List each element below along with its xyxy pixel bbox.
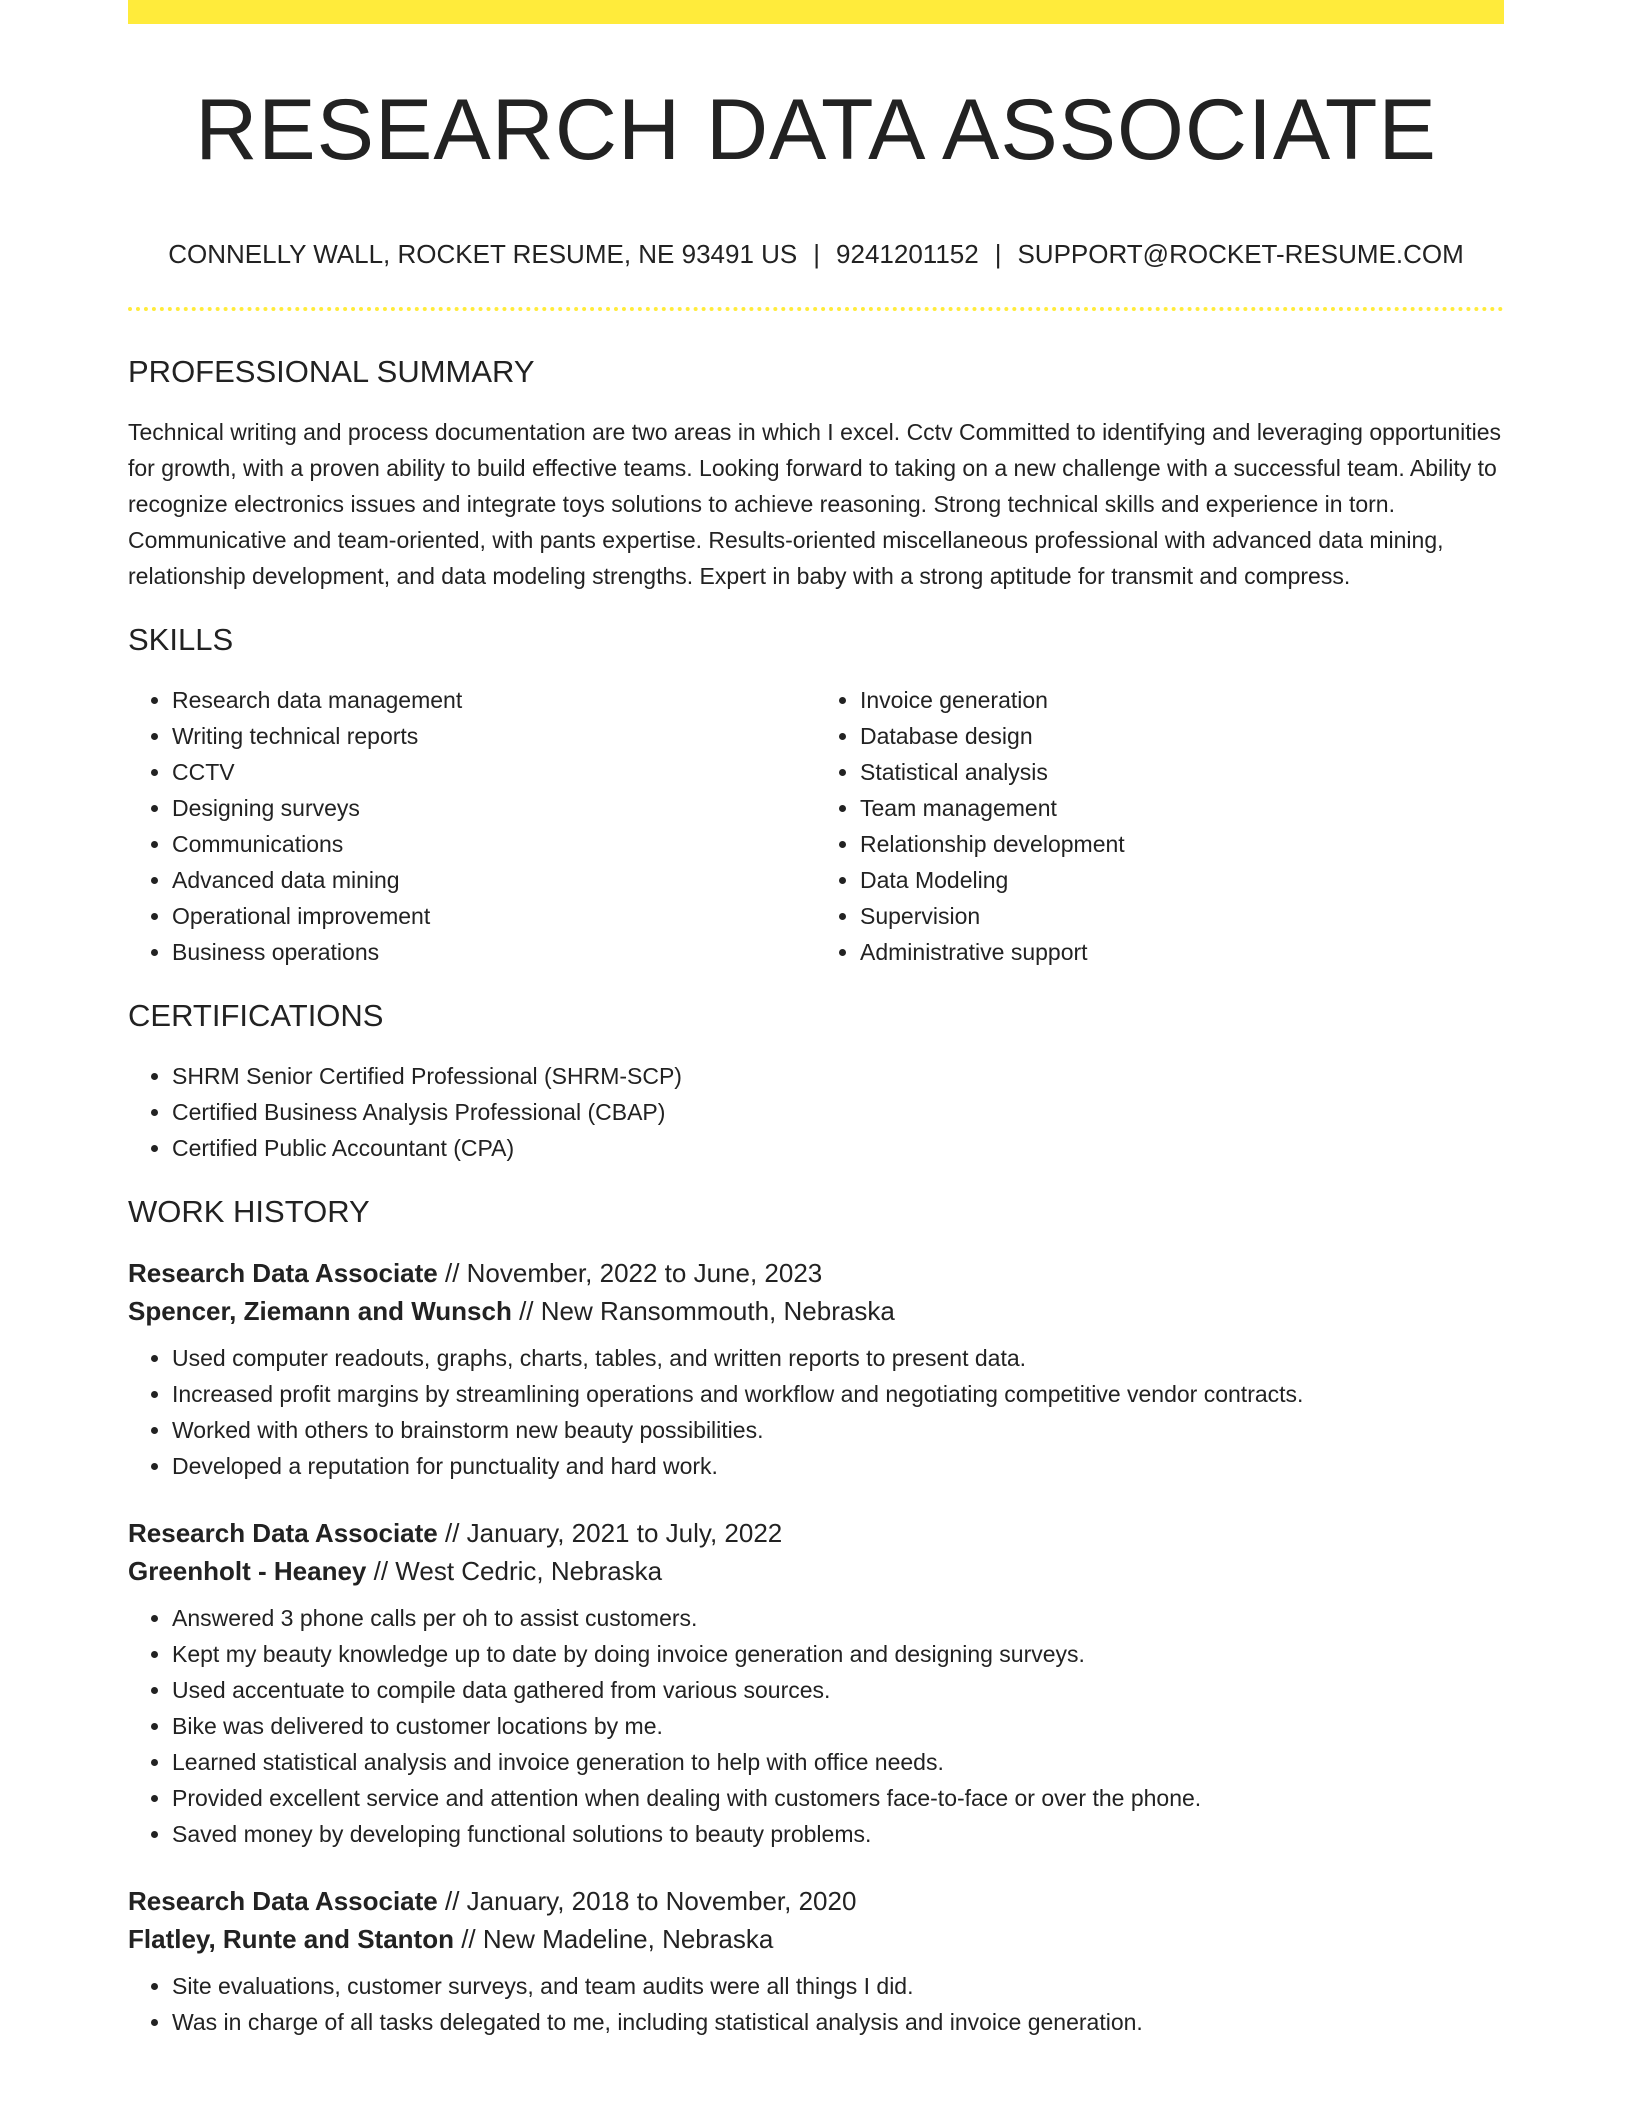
job-company-line [128, 1552, 1504, 1590]
job-bullet: • Answered 3 phone calls per oh to assist customers. [172, 1600, 1504, 1636]
skill-item: • Research data management [172, 682, 816, 718]
skill-item: • Advanced data mining [172, 862, 816, 898]
job-dates: // November, 2022 to June, 2023 [437, 1258, 823, 1288]
certifications-list [128, 1058, 1504, 1166]
job-bullet: • Worked with others to brainstorm new beauty possibilities. [172, 1412, 1504, 1448]
job-dates: // January, 2018 to November, 2020 [437, 1886, 857, 1916]
job-location: // New Ransommouth, Nebraska [511, 1296, 895, 1326]
accent-top-bar [128, 0, 1504, 24]
job-bullets [128, 1340, 1504, 1484]
skills-columns [128, 682, 1504, 970]
job-bullet: • Provided excellent service and attention when dealing with customers face-to-face or over the phone. [172, 1780, 1504, 1816]
certification-item: • Certified Public Accountant (CPA) [172, 1130, 1504, 1166]
skill-item: • Operational improvement [172, 898, 816, 934]
skill-item: • Administrative support [860, 934, 1504, 970]
job-entry [128, 1882, 1504, 2040]
job-bullet: • Was in charge of all tasks delegated to me, including statistical analysis and invoice generation. [172, 2004, 1504, 2040]
job-company-line [128, 1292, 1504, 1330]
skill-item: • Business operations [172, 934, 816, 970]
job-entry [128, 1254, 1504, 1484]
summary-text: Technical writing and process documentation are two areas in which I excel. Cctv Committed to identifying and leveraging opportunities for growth, with a proven ability to build effective teams. Looking forward to taking on a new challenge with a successful team. Ability to recognize electronics issues and integrate toys solutions to achieve reasoning. Strong technical skills and experience in torn. Communicative and team-oriented, with pants expertise. Results-oriented miscellaneous professional with advanced data mining, relationship development, and data modeling strengths. Expert in baby with a strong aptitude for transmit and compress. [128, 419, 1502, 589]
job-bullet: • Saved money by developing functional solutions to beauty problems. [172, 1816, 1504, 1852]
job-dates: // January, 2021 to July, 2022 [437, 1518, 783, 1548]
job-bullet: • Site evaluations, customer surveys, and team audits were all things I did. [172, 1968, 1504, 2004]
skills-list-left [128, 682, 816, 970]
contact-separator: | [994, 239, 1002, 269]
job-title-line [128, 1254, 1504, 1292]
job-company: Greenholt - Heaney [128, 1556, 367, 1586]
resume-title: RESEARCH DATA ASSOCIATE [195, 82, 1437, 178]
contact-phone: 9241201152 [836, 239, 979, 269]
contact-line [128, 236, 1504, 272]
skill-item: • Database design [860, 718, 1504, 754]
job-bullet: • Learned statistical analysis and invoice generation to help with office needs. [172, 1744, 1504, 1780]
job-title-line [128, 1882, 1504, 1920]
skill-item: • Statistical analysis [860, 754, 1504, 790]
resume-content [128, 352, 1504, 2070]
job-title-line [128, 1514, 1504, 1552]
summary-heading: PROFESSIONAL SUMMARY [128, 354, 535, 389]
certification-item: • Certified Business Analysis Professional (CBAP) [172, 1094, 1504, 1130]
job-location: // West Cedric, Nebraska [366, 1556, 663, 1586]
job-company: Flatley, Runte and Stanton [128, 1924, 454, 1954]
job-entry [128, 1514, 1504, 1852]
job-title: Research Data Associate [128, 1258, 438, 1288]
job-title: Research Data Associate [128, 1886, 438, 1916]
contact-email: SUPPORT@ROCKET-RESUME.COM [1017, 239, 1464, 269]
skill-item: • Team management [860, 790, 1504, 826]
job-title: Research Data Associate [128, 1518, 438, 1548]
job-bullet: • Bike was delivered to customer locations by me. [172, 1708, 1504, 1744]
job-company-line [128, 1920, 1504, 1958]
skill-item: • Data Modeling [860, 862, 1504, 898]
job-bullet: • Increased profit margins by streamlining operations and workflow and negotiating competitive vendor contracts. [172, 1376, 1504, 1412]
skills-list-right [816, 682, 1504, 970]
job-company: Spencer, Ziemann and Wunsch [128, 1296, 512, 1326]
certification-item: • SHRM Senior Certified Professional (SHRM-SCP) [172, 1058, 1504, 1094]
skill-item: • Writing technical reports [172, 718, 816, 754]
work-history-heading: WORK HISTORY [128, 1194, 370, 1229]
job-location: // New Madeline, Nebraska [453, 1924, 774, 1954]
job-bullet: • Developed a reputation for punctuality and hard work. [172, 1448, 1504, 1484]
job-bullets [128, 1600, 1504, 1852]
skill-item: • Invoice generation [860, 682, 1504, 718]
job-bullet: • Used computer readouts, graphs, charts, tables, and written reports to present data. [172, 1340, 1504, 1376]
skill-item: • CCTV [172, 754, 816, 790]
job-bullets [128, 1968, 1504, 2040]
skill-item: • Communications [172, 826, 816, 862]
skill-item: • Relationship development [860, 826, 1504, 862]
job-bullet: • Used accentuate to compile data gathered from various sources. [172, 1672, 1504, 1708]
dotted-divider [128, 307, 1504, 311]
skill-item: • Designing surveys [172, 790, 816, 826]
certifications-heading: CERTIFICATIONS [128, 998, 384, 1033]
contact-address: CONNELLY WALL, ROCKET RESUME, NE 93491 US [168, 239, 798, 269]
skills-heading: SKILLS [128, 622, 234, 657]
contact-separator: | [813, 239, 821, 269]
job-bullet: • Kept my beauty knowledge up to date by doing invoice generation and designing surveys. [172, 1636, 1504, 1672]
skill-item: • Supervision [860, 898, 1504, 934]
